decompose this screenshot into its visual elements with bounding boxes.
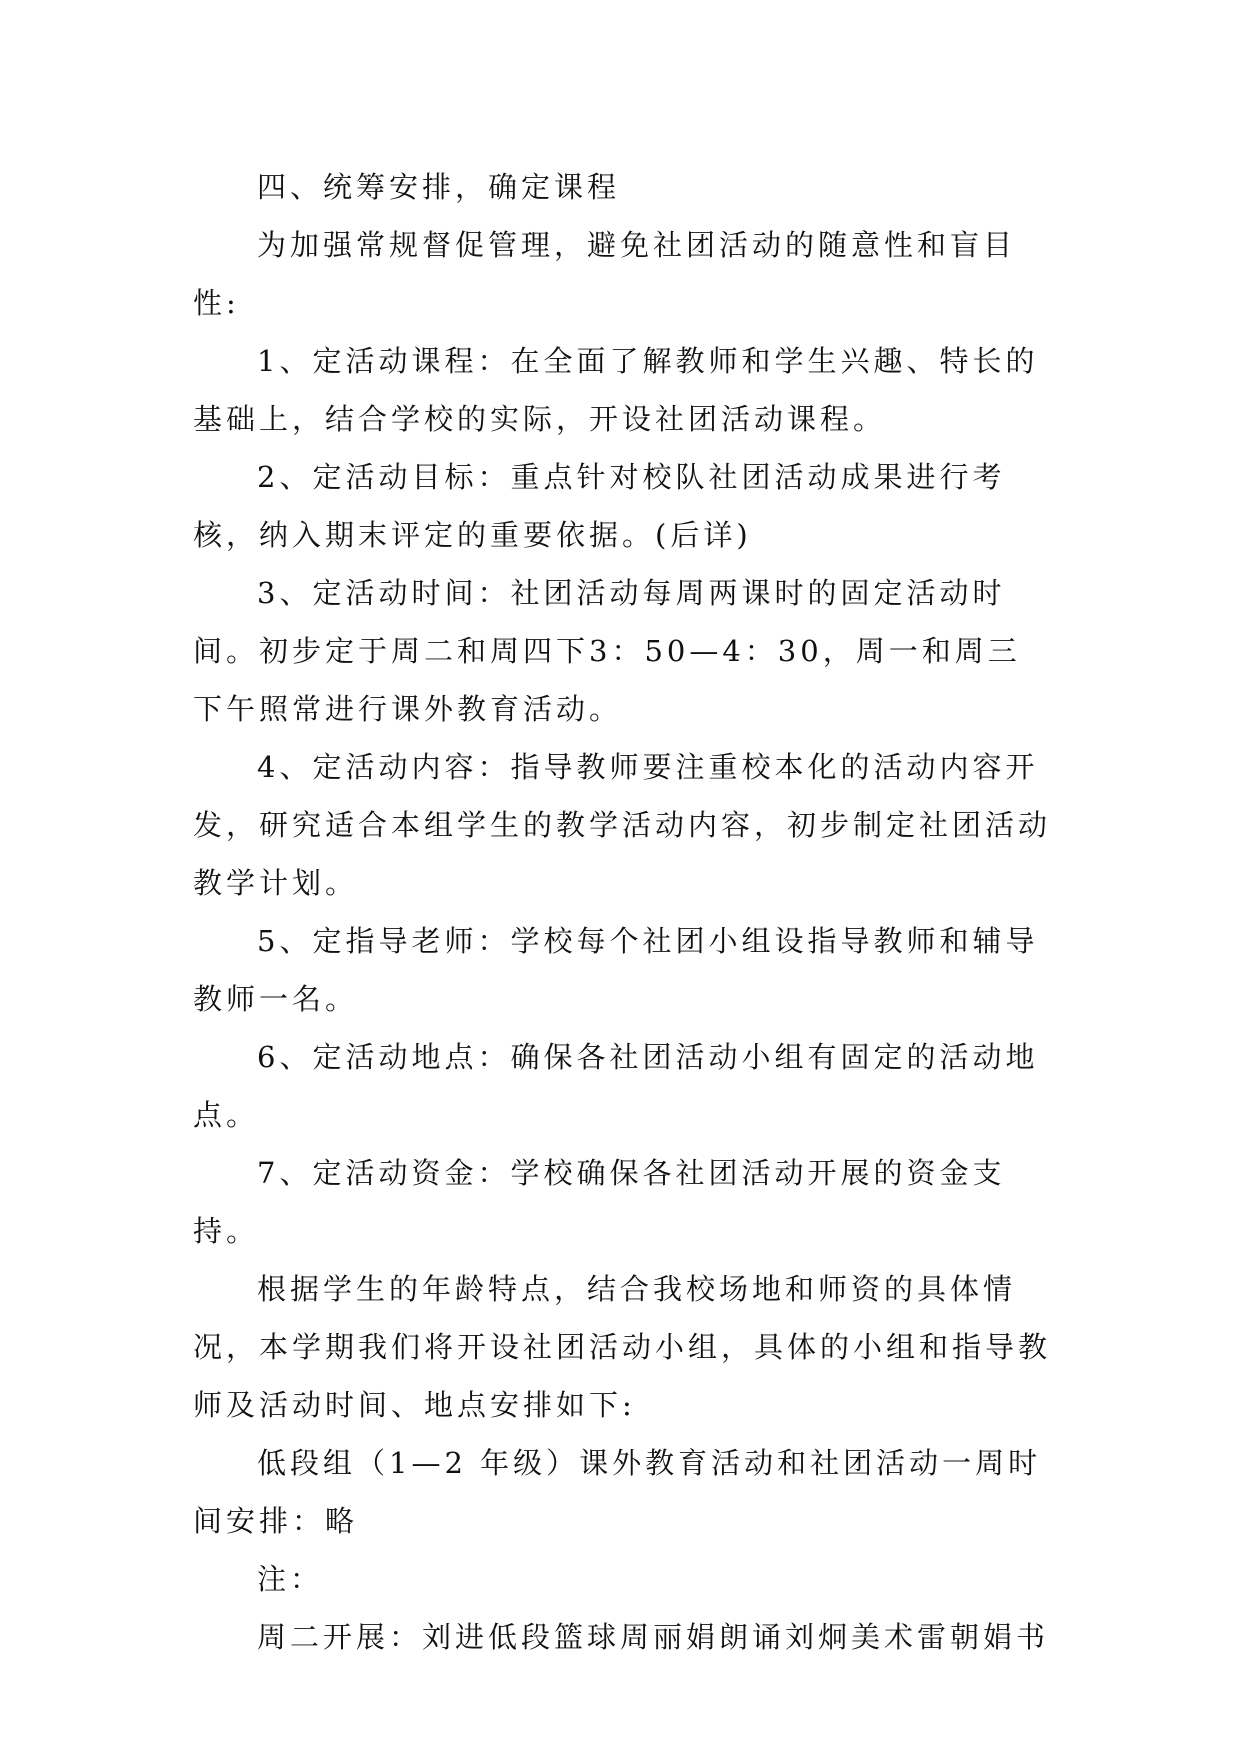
item-3-time: 3、定活动时间：社团活动每周两课时的固定活动时间。初步定于周二和周四下3：50—4：30，周一和周三下午照常进行课外教育活动。: [193, 576, 1021, 726]
item-5-teacher: 5、定指导老师：学校每个社团小组设指导教师和辅导教师一名。: [193, 924, 1039, 1016]
low-grade-schedule: 低段组（1—2 年级）课外教育活动和社团活动一周时间安排：略: [193, 1446, 1042, 1538]
intro-paragraph: 为加强常规督促管理，避免社团活动的随意性和盲目性:: [193, 228, 1017, 320]
item-1-course: 1、定活动课程：在全面了解教师和学生兴趣、特长的基础上，结合学校的实际，开设社团活动课程。: [193, 344, 1039, 436]
section-heading: 四、统筹安排，确定课程: [257, 170, 621, 204]
item-7-funding: 7、定活动资金：学校确保各社团活动开展的资金支持。: [193, 1156, 1006, 1248]
item-6-location: 6、定活动地点：确保各社团活动小组有固定的活动地点。: [193, 1040, 1039, 1132]
item-2-goal: 2、定活动目标：重点针对校队社团活动成果进行考核，纳入期末评定的重要依据。(后详): [193, 460, 1006, 552]
tuesday-schedule: 周二开展：刘进低段篮球周丽娟朗诵刘炯美术雷朝娟书: [257, 1620, 1050, 1654]
item-4-content: 4、定活动内容：指导教师要注重校本化的活动内容开发，研究适合本组学生的教学活动内容，初步制定社团活动教学计划。: [193, 750, 1052, 900]
arrangement-paragraph: 根据学生的年龄特点，结合我校场地和师资的具体情况，本学期我们将开设社团活动小组，具体的小组和指导教师及活动时间、地点安排如下:: [193, 1272, 1052, 1422]
document-body: [193, 158, 1053, 1666]
note-label: 注：: [257, 1562, 324, 1596]
